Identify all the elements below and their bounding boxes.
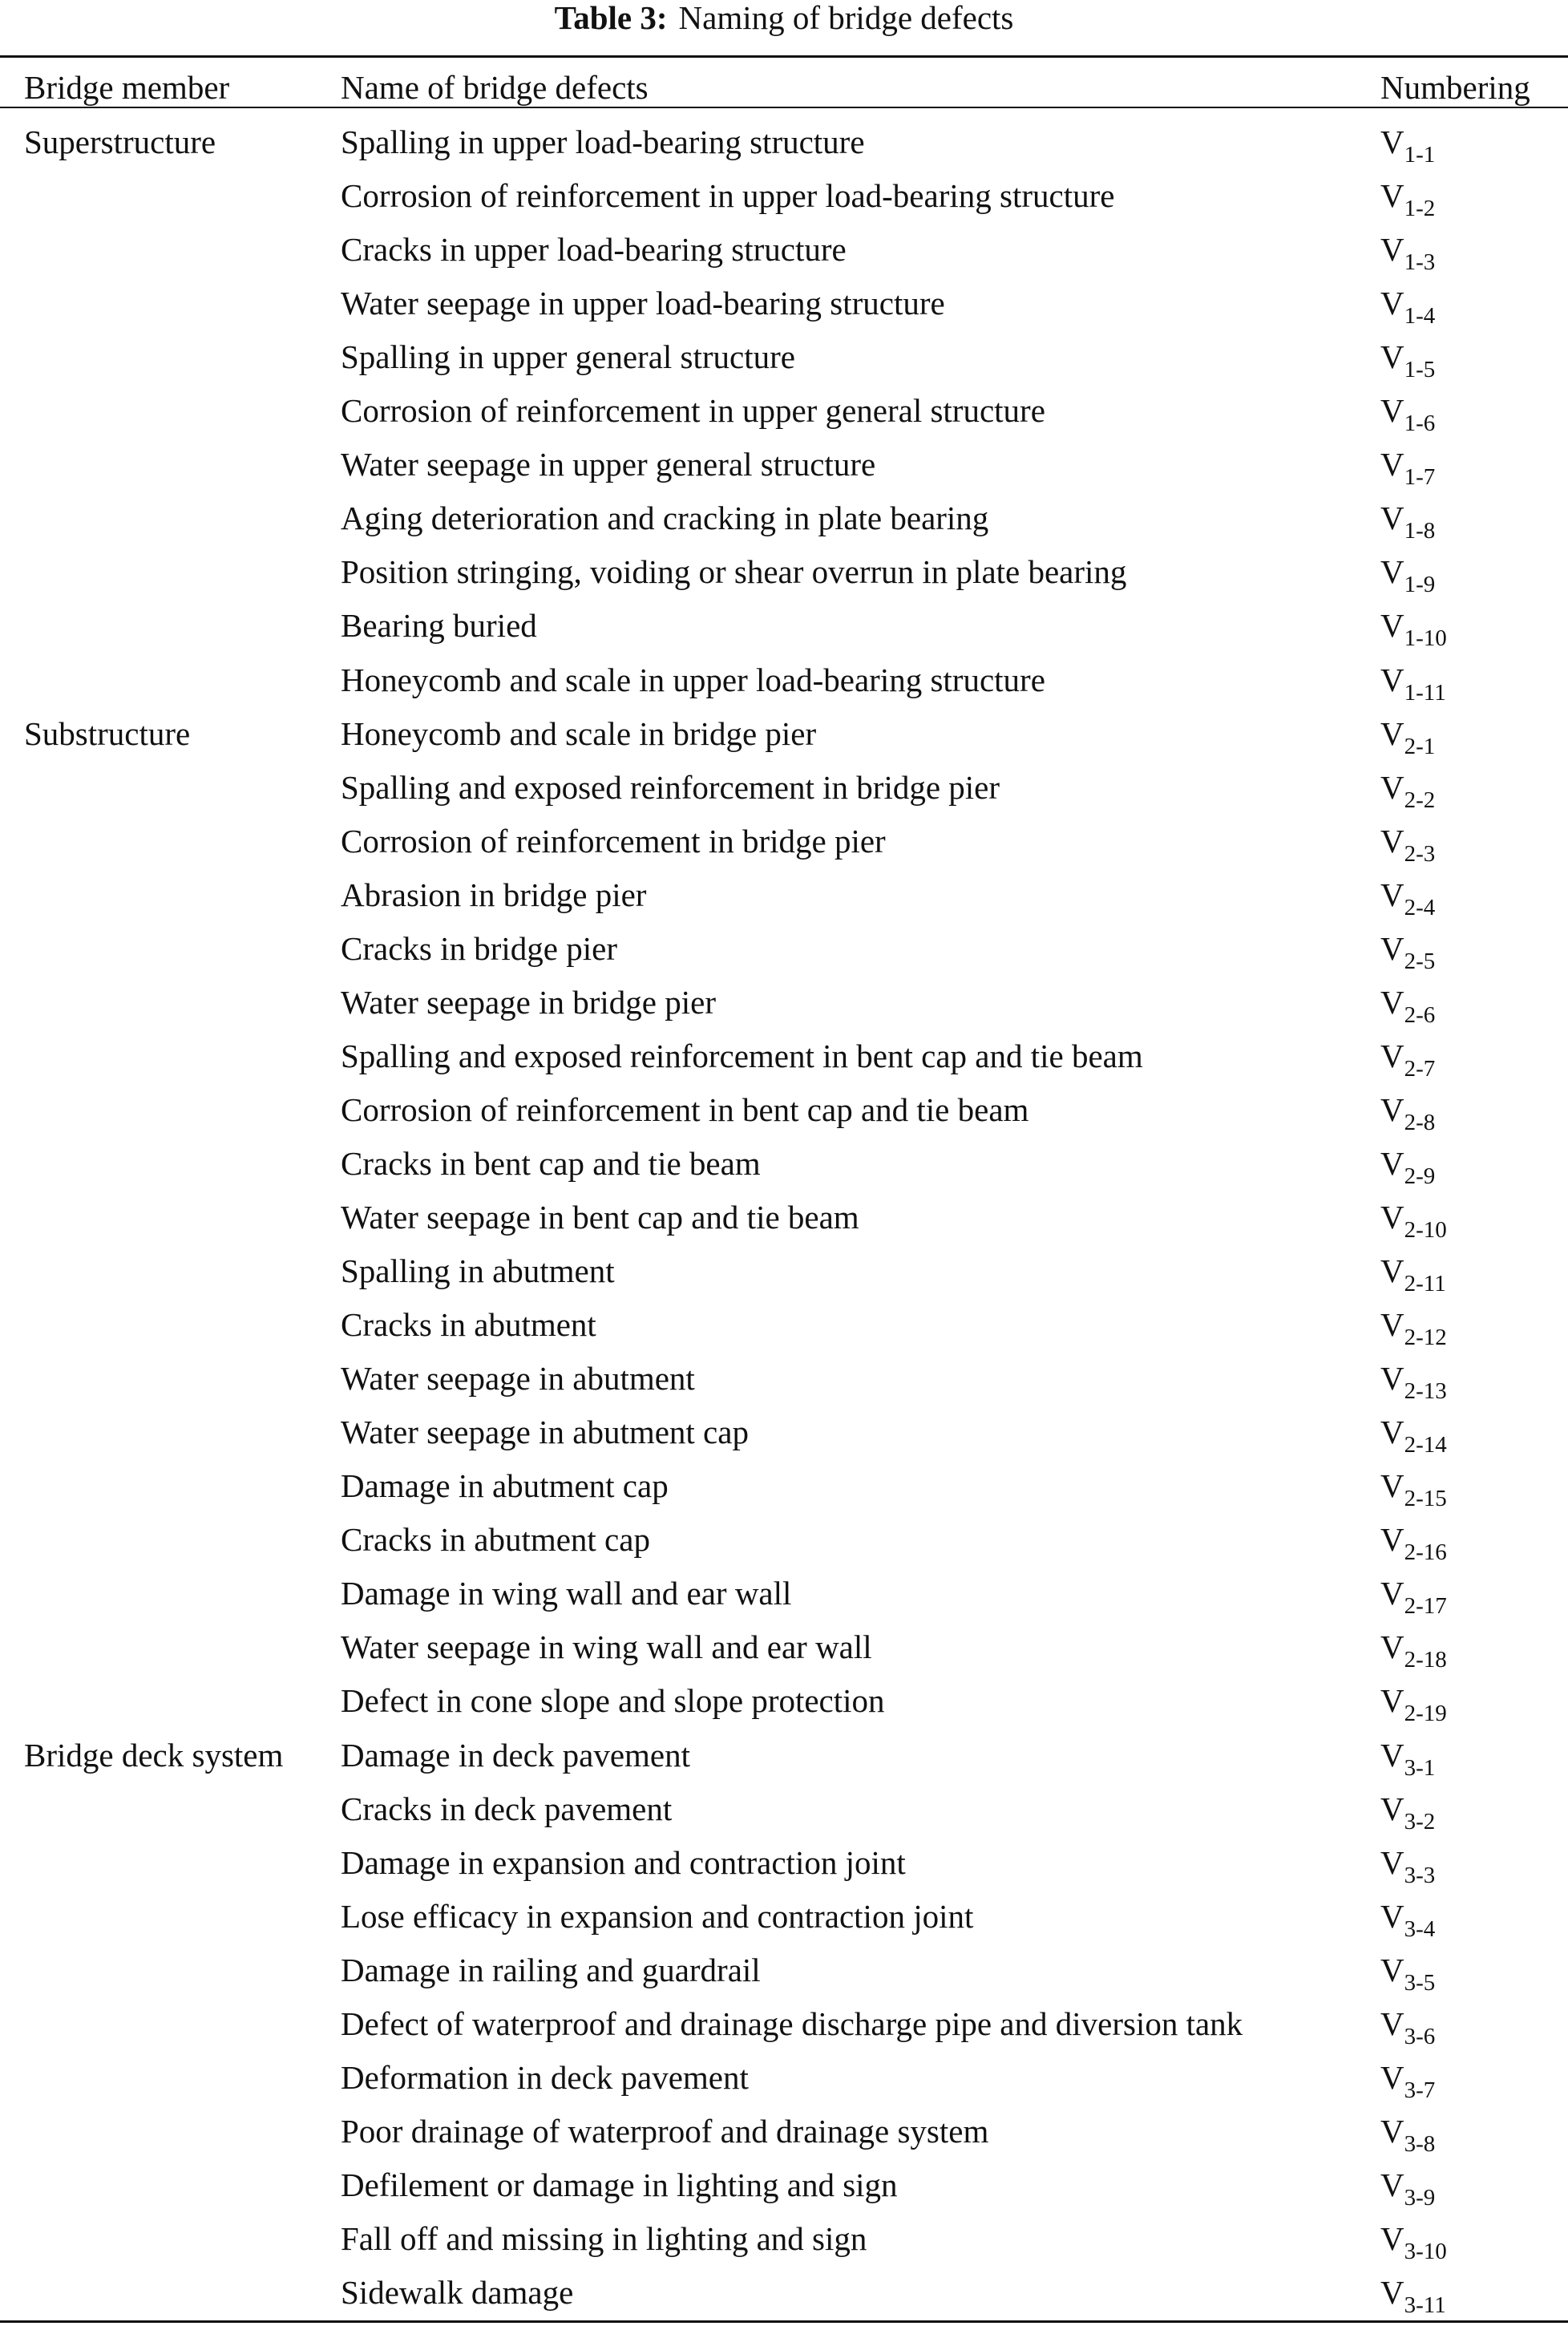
cell-numbering <box>1380 1459 1447 1512</box>
numbering-base: V <box>1380 285 1404 322</box>
numbering-base: V <box>1380 1467 1404 1504</box>
numbering-base: V <box>1380 1844 1404 1881</box>
numbering-subscript: 3-1 <box>1404 1755 1436 1781</box>
cell-numbering <box>1380 277 1435 330</box>
cell-defect-name: Lose efficacy in expansion and contraction joint <box>341 1898 974 1935</box>
cell-numbering <box>1380 491 1435 544</box>
cell-numbering <box>1380 1137 1435 1190</box>
numbering-base: V <box>1380 338 1404 375</box>
numbering-subscript: 2-8 <box>1404 1110 1436 1135</box>
table-row <box>0 599 1568 652</box>
cell-defect-name: Water seepage in bent cap and tie beam <box>341 1199 859 1236</box>
cell-defect-name: Honeycomb and scale in upper load-bearing structure <box>341 661 1045 698</box>
cell-numbering <box>1380 976 1435 1029</box>
numbering-base: V <box>1380 607 1404 644</box>
table-row <box>0 438 1568 491</box>
cell-defect-name: Cracks in bridge pier <box>341 930 617 967</box>
numbering-subscript: 1-8 <box>1404 518 1436 544</box>
cell-numbering <box>1380 2158 1435 2211</box>
numbering-base: V <box>1380 715 1404 752</box>
numbering-subscript: 2-3 <box>1404 841 1436 867</box>
table-row <box>0 868 1568 921</box>
cell-defect-name: Damage in abutment cap <box>341 1467 669 1504</box>
table-row <box>0 384 1568 437</box>
numbering-subscript: 1-7 <box>1404 464 1436 490</box>
cell-bridge-member: Bridge deck system <box>24 1737 284 1774</box>
table-row <box>0 2051 1568 2104</box>
numbering-base: V <box>1380 2113 1404 2150</box>
numbering-base: V <box>1380 1199 1404 1236</box>
numbering-subscript: 2-10 <box>1404 1217 1447 1243</box>
table-row <box>0 1459 1568 1512</box>
numbering-subscript: 3-6 <box>1404 2024 1436 2049</box>
numbering-subscript: 2-12 <box>1404 1325 1447 1350</box>
cell-numbering <box>1380 868 1435 921</box>
cell-defect-name: Corrosion of reinforcement in upper load-bearing structure <box>341 177 1115 214</box>
header-bridge-member: Bridge member <box>24 69 230 106</box>
cell-numbering <box>1380 1567 1447 1620</box>
table-row <box>0 277 1568 330</box>
table-caption <box>0 0 1568 35</box>
cell-defect-name: Water seepage in wing wall and ear wall <box>341 1628 872 1665</box>
numbering-base: V <box>1380 231 1404 268</box>
cell-defect-name: Cracks in abutment <box>341 1306 596 1343</box>
cell-numbering <box>1380 1083 1435 1136</box>
table-row <box>0 1729 1568 1782</box>
cell-defect-name: Damage in wing wall and ear wall <box>341 1575 792 1612</box>
numbering-subscript: 1-10 <box>1404 625 1447 651</box>
numbering-base: V <box>1380 661 1404 698</box>
cell-numbering <box>1380 653 1446 706</box>
numbering-base: V <box>1380 1898 1404 1935</box>
table-row <box>0 1406 1568 1458</box>
cell-numbering <box>1380 2051 1435 2104</box>
cell-defect-name: Bearing buried <box>341 607 537 644</box>
numbering-base: V <box>1380 1628 1404 1665</box>
table-row <box>0 1137 1568 1190</box>
cell-defect-name: Position stringing, voiding or shear overrun in plate bearing <box>341 553 1127 590</box>
cell-numbering <box>1380 707 1435 760</box>
table-row <box>0 1298 1568 1351</box>
table-row <box>0 761 1568 814</box>
numbering-base: V <box>1380 1575 1404 1612</box>
numbering-base: V <box>1380 2220 1404 2257</box>
cell-defect-name: Fall off and missing in lighting and sign <box>341 2220 867 2257</box>
table-header-rule <box>0 107 1568 108</box>
numbering-subscript: 2-14 <box>1404 1432 1447 1458</box>
table-row <box>0 1997 1568 2050</box>
numbering-subscript: 3-4 <box>1404 1916 1436 1942</box>
table-row <box>0 115 1568 168</box>
numbering-base: V <box>1380 500 1404 536</box>
cell-defect-name: Sidewalk damage <box>341 2274 574 2311</box>
numbering-subscript: 1-11 <box>1404 680 1446 706</box>
numbering-subscript: 3-3 <box>1404 1863 1436 1888</box>
numbering-subscript: 3-7 <box>1404 2077 1436 2103</box>
cell-defect-name: Water seepage in bridge pier <box>341 984 716 1021</box>
numbering-subscript: 1-9 <box>1404 572 1436 597</box>
numbering-base: V <box>1380 1952 1404 1988</box>
numbering-base: V <box>1380 876 1404 913</box>
numbering-base: V <box>1380 177 1404 214</box>
numbering-subscript: 2-13 <box>1404 1378 1447 1404</box>
numbering-base: V <box>1380 1252 1404 1289</box>
numbering-subscript: 2-11 <box>1404 1271 1446 1296</box>
numbering-subscript: 1-4 <box>1404 303 1436 329</box>
cell-defect-name: Cracks in abutment cap <box>341 1521 650 1558</box>
cell-numbering <box>1380 384 1435 437</box>
cell-bridge-member: Superstructure <box>24 123 216 160</box>
numbering-subscript: 2-6 <box>1404 1002 1436 1028</box>
cell-numbering <box>1380 223 1435 276</box>
cell-numbering <box>1380 1890 1435 1943</box>
table-row <box>0 1244 1568 1297</box>
cell-defect-name: Water seepage in abutment cap <box>341 1414 749 1450</box>
table-row <box>0 1674 1568 1727</box>
numbering-subscript: 1-3 <box>1404 249 1436 275</box>
numbering-subscript: 2-15 <box>1404 1486 1447 1511</box>
numbering-subscript: 2-18 <box>1404 1647 1447 1673</box>
cell-numbering <box>1380 2105 1435 2158</box>
numbering-subscript: 2-9 <box>1404 1163 1436 1189</box>
cell-numbering <box>1380 1997 1435 2050</box>
table-row <box>0 1782 1568 1835</box>
numbering-base: V <box>1380 446 1404 483</box>
cell-numbering <box>1380 545 1435 598</box>
cell-defect-name: Spalling in upper general structure <box>341 338 795 375</box>
cell-defect-name: Spalling and exposed reinforcement in bridge pier <box>341 769 1000 806</box>
cell-defect-name: Cracks in deck pavement <box>341 1790 673 1827</box>
table-row <box>0 815 1568 868</box>
table-row <box>0 976 1568 1029</box>
numbering-base: V <box>1380 1091 1404 1128</box>
cell-defect-name: Defect of waterproof and drainage discharge pipe and diversion tank <box>341 2005 1243 2042</box>
cell-defect-name: Damage in expansion and contraction joint <box>341 1844 906 1881</box>
cell-numbering <box>1380 1674 1447 1727</box>
table-row <box>0 1083 1568 1136</box>
table-row <box>0 1191 1568 1244</box>
numbering-base: V <box>1380 1414 1404 1450</box>
numbering-subscript: 1-1 <box>1404 142 1436 168</box>
table-row <box>0 169 1568 222</box>
cell-numbering <box>1380 1782 1435 1835</box>
cell-numbering <box>1380 330 1435 383</box>
numbering-base: V <box>1380 769 1404 806</box>
numbering-base: V <box>1380 123 1404 160</box>
cell-numbering <box>1380 169 1435 222</box>
cell-numbering <box>1380 1406 1447 1458</box>
cell-numbering <box>1380 2212 1447 2265</box>
numbering-base: V <box>1380 2166 1404 2203</box>
numbering-subscript: 2-7 <box>1404 1056 1436 1082</box>
numbering-subscript: 2-5 <box>1404 949 1436 974</box>
cell-numbering <box>1380 815 1435 868</box>
table-row <box>0 1567 1568 1620</box>
header-numbering: Numbering <box>1380 69 1530 106</box>
cell-defect-name: Aging deterioration and cracking in plate bearing <box>341 500 989 536</box>
numbering-subscript: 3-5 <box>1404 1970 1436 1996</box>
table-row <box>0 1944 1568 1996</box>
numbering-subscript: 3-9 <box>1404 2185 1436 2211</box>
cell-numbering <box>1380 599 1447 652</box>
numbering-base: V <box>1380 2059 1404 2096</box>
header-defect-name: Name of bridge defects <box>341 69 649 106</box>
cell-numbering <box>1380 1513 1447 1566</box>
cell-defect-name: Damage in deck pavement <box>341 1737 691 1774</box>
caption-label: Table 3: <box>554 0 668 36</box>
table-row <box>0 1030 1568 1082</box>
table-row <box>0 545 1568 598</box>
cell-numbering <box>1380 922 1435 975</box>
numbering-subscript: 1-6 <box>1404 411 1436 436</box>
cell-defect-name: Cracks in bent cap and tie beam <box>341 1145 761 1182</box>
numbering-base: V <box>1380 1521 1404 1558</box>
numbering-subscript: 2-19 <box>1404 1701 1447 1726</box>
cell-defect-name: Water seepage in upper load-bearing structure <box>341 285 945 322</box>
cell-defect-name: Cracks in upper load-bearing structure <box>341 231 847 268</box>
numbering-base: V <box>1380 1360 1404 1397</box>
numbering-subscript: 1-5 <box>1404 357 1436 382</box>
table-row <box>0 2158 1568 2211</box>
numbering-subscript: 3-8 <box>1404 2131 1436 2157</box>
cell-defect-name: Corrosion of reinforcement in bent cap and tie beam <box>341 1091 1029 1128</box>
numbering-base: V <box>1380 1790 1404 1827</box>
cell-defect-name: Damage in railing and guardrail <box>341 1952 761 1988</box>
cell-defect-name: Deformation in deck pavement <box>341 2059 749 2096</box>
cell-defect-name: Spalling and exposed reinforcement in bent cap and tie beam <box>341 1038 1143 1074</box>
numbering-subscript: 3-10 <box>1404 2239 1447 2264</box>
numbering-base: V <box>1380 984 1404 1021</box>
table-row <box>0 330 1568 383</box>
numbering-subscript: 2-17 <box>1404 1593 1447 1619</box>
cell-numbering <box>1380 1620 1447 1673</box>
cell-defect-name: Spalling in abutment <box>341 1252 615 1289</box>
numbering-base: V <box>1380 392 1404 429</box>
table-row <box>0 223 1568 276</box>
caption-title: Naming of bridge defects <box>678 0 1014 36</box>
numbering-base: V <box>1380 930 1404 967</box>
cell-numbering <box>1380 1352 1447 1405</box>
cell-defect-name: Water seepage in abutment <box>341 1360 695 1397</box>
numbering-base: V <box>1380 2005 1404 2042</box>
numbering-base: V <box>1380 1145 1404 1182</box>
table-row <box>0 1620 1568 1673</box>
cell-numbering <box>1380 115 1435 168</box>
cell-numbering <box>1380 1191 1447 1244</box>
table-row <box>0 2212 1568 2265</box>
numbering-base: V <box>1380 1038 1404 1074</box>
numbering-base: V <box>1380 1306 1404 1343</box>
cell-numbering <box>1380 1244 1446 1297</box>
cell-defect-name: Corrosion of reinforcement in upper general structure <box>341 392 1045 429</box>
table-row <box>0 1352 1568 1405</box>
numbering-subscript: 3-11 <box>1404 2292 1446 2318</box>
numbering-base: V <box>1380 823 1404 860</box>
table-row <box>0 491 1568 544</box>
table-row <box>0 922 1568 975</box>
numbering-base: V <box>1380 2274 1404 2311</box>
numbering-subscript: 1-2 <box>1404 196 1436 221</box>
cell-defect-name: Spalling in upper load-bearing structure <box>341 123 865 160</box>
table-row <box>0 653 1568 706</box>
table-row <box>0 1836 1568 1889</box>
cell-defect-name: Corrosion of reinforcement in bridge pier <box>341 823 886 860</box>
numbering-base: V <box>1380 1682 1404 1719</box>
numbering-base: V <box>1380 1737 1404 1774</box>
cell-numbering <box>1380 2266 1446 2319</box>
table-row <box>0 707 1568 760</box>
numbering-subscript: 2-1 <box>1404 734 1436 759</box>
cell-defect-name: Poor drainage of waterproof and drainage system <box>341 2113 989 2150</box>
cell-defect-name: Water seepage in upper general structure <box>341 446 876 483</box>
cell-numbering <box>1380 1944 1435 1996</box>
table-row <box>0 1513 1568 1566</box>
cell-numbering <box>1380 1729 1435 1782</box>
numbering-subscript: 2-16 <box>1404 1539 1447 1565</box>
numbering-subscript: 2-2 <box>1404 787 1436 813</box>
cell-bridge-member: Substructure <box>24 715 191 752</box>
table-bottom-rule <box>0 2320 1568 2323</box>
cell-numbering <box>1380 761 1435 814</box>
table-row <box>0 2105 1568 2158</box>
cell-numbering <box>1380 1836 1435 1889</box>
table-row <box>0 1890 1568 1943</box>
cell-defect-name: Defect in cone slope and slope protection <box>341 1682 885 1719</box>
numbering-base: V <box>1380 553 1404 590</box>
numbering-subscript: 3-2 <box>1404 1809 1436 1835</box>
table-top-rule <box>0 55 1568 58</box>
cell-defect-name: Honeycomb and scale in bridge pier <box>341 715 817 752</box>
cell-numbering <box>1380 438 1435 491</box>
cell-defect-name: Defilement or damage in lighting and sign <box>341 2166 898 2203</box>
cell-numbering <box>1380 1030 1435 1082</box>
numbering-subscript: 2-4 <box>1404 895 1436 920</box>
cell-numbering <box>1380 1298 1447 1351</box>
cell-defect-name: Abrasion in bridge pier <box>341 876 647 913</box>
table-row <box>0 2266 1568 2319</box>
